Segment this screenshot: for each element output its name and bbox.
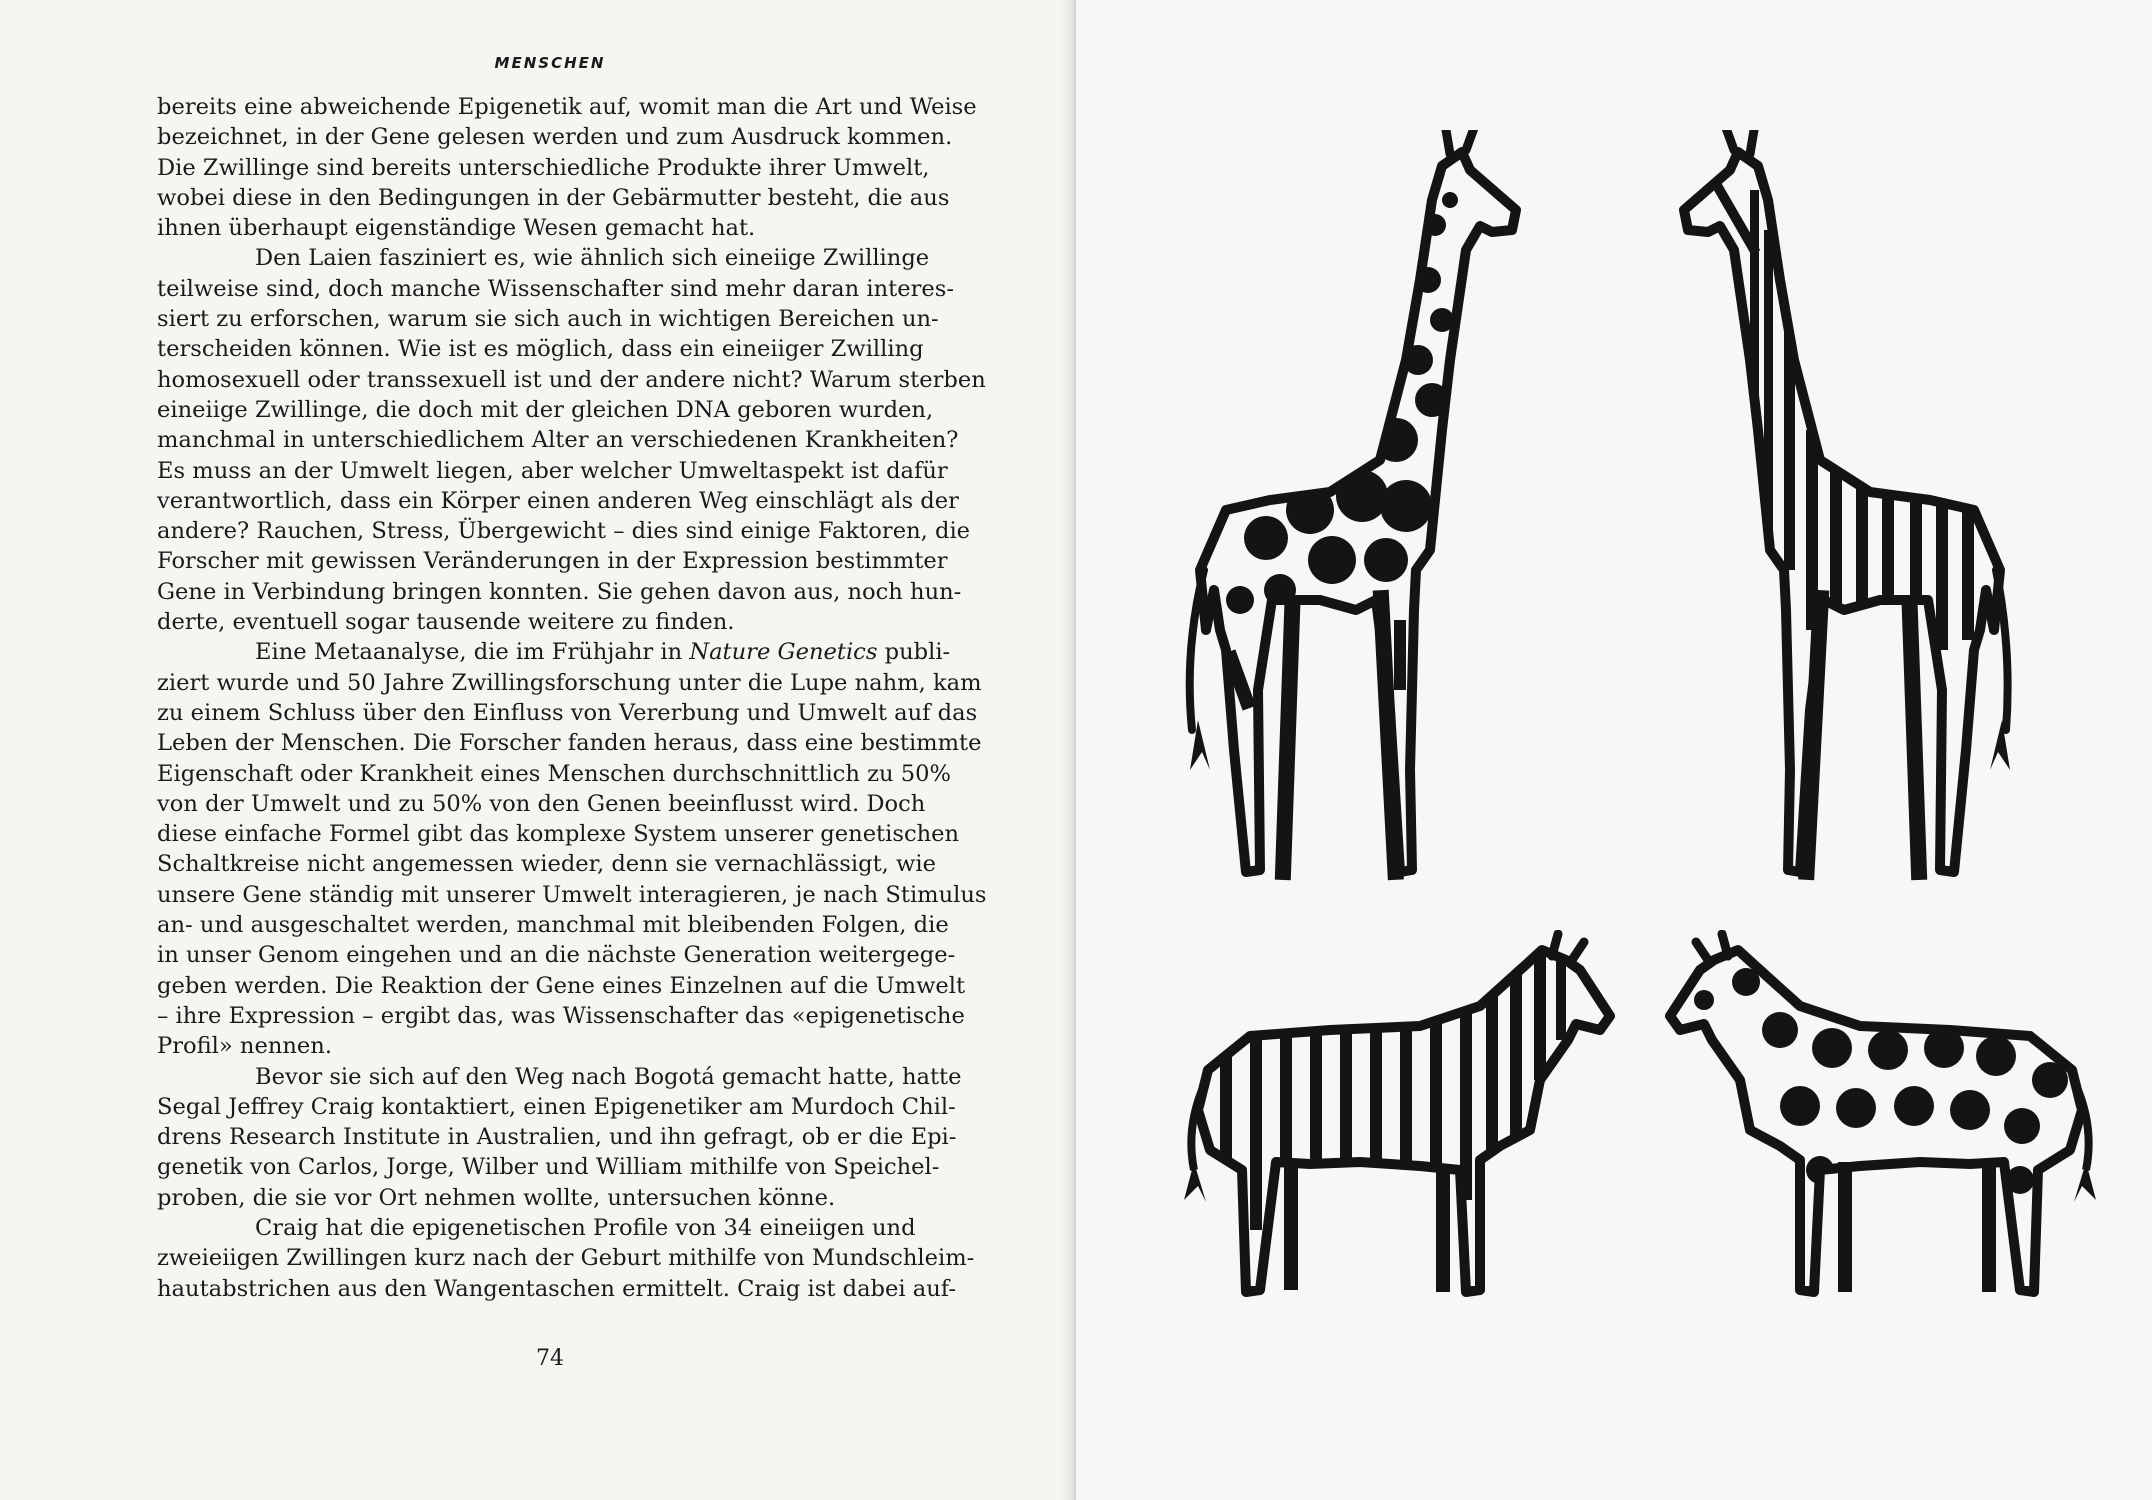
text-line: terscheiden können. Wie ist es möglich, dass ein eineiiger Zwilling [157,336,924,363]
illustration [1180,120,2110,1320]
text-line: zu einem Schluss über den Einfluss von Vererbung und Umwelt auf das [157,699,978,726]
text-line: Eine Metaanalyse, die im Frühjahr in Nature Genetics publi- [255,639,951,666]
text-line: Es muss an der Umwelt liegen, aber welcher Umweltaspekt ist dafür [157,457,948,484]
text-line: Bevor sie sich auf den Weg nach Bogotá gemacht hatte, hatte [255,1063,962,1090]
body-text [157,92,987,1304]
text-line: geben werden. Die Reaktion der Gene eines Einzelnen auf die Umwelt [157,972,966,999]
text-line: bereits eine abweichende Epigenetik auf, womit man die Art und Weise [157,94,977,120]
text-line: ihnen überhaupt eigenständige Wesen gemacht hat. [157,215,756,242]
text-line: von der Umwelt und zu 50% von den Genen beeinflusst wird. Doch [157,790,926,817]
giraffe-spotted-icon [1180,130,1540,900]
text-line: Profil» nennen. [157,1033,333,1060]
text-line: wobei diese in den Bedingungen in der Gebärmutter besteht, die aus [157,184,950,211]
zebra-spotted-icon [1660,930,2100,1310]
text-line: an- und ausgeschaltet werden, manchmal mit bleibenden Folgen, die [157,912,949,939]
text-line: eineiige Zwillinge, die doch mit der gleichen DNA geboren wurden, [157,396,934,423]
text-line: zweieiigen Zwillingen kurz nach der Geburt mithilfe von Mundschleim- [157,1245,975,1272]
text-line: Schaltkreise nicht angemessen wieder, denn sie vernachlässigt, wie [157,851,936,878]
running-head: MENSCHEN [494,54,606,72]
text-line: unsere Gene ständig mit unserer Umwelt interagieren, je nach Stimulus [157,881,987,908]
text-line: Segal Jeffrey Craig kontaktiert, einen Epigenetiker am Murdoch Chil- [157,1093,956,1120]
text-line: teilweise sind, doch manche Wissenschafter sind mehr daran interes- [157,275,954,302]
text-line: verantwortlich, dass ein Körper einen anderen Weg einschlägt als der [157,487,959,514]
text-line: Den Laien fasziniert es, wie ähnlich sich eineiige Zwillinge [255,245,930,272]
text-line: hautabstrichen aus den Wangentaschen ermittelt. Craig ist dabei auf- [157,1275,956,1302]
text-line: genetik von Carlos, Jorge, Wilber und William mithilfe von Speichel- [157,1154,940,1181]
text-line: drens Research Institute in Australien, und ihn gefragt, ob er die Epi- [157,1124,957,1151]
text-line: manchmal in unterschiedlichem Alter an verschiedenen Krankheiten? [157,427,959,454]
text-line: derte, eventuell sogar tausende weitere zu finden. [157,609,735,636]
text-line: – ihre Expression – ergibt das, was Wissenschafter das «epigenetische [157,1002,965,1029]
text-line: siert zu erforschen, warum sie sich auch in wichtigen Bereichen un- [157,306,939,333]
text-line: homosexuell oder transsexuell ist und der andere nicht? Warum sterben [157,366,986,393]
text-line: Forscher mit gewissen Veränderungen in der Expression bestimmter [157,548,948,575]
text-line: Gene in Verbindung bringen konnten. Sie gehen davon aus, noch hun- [157,578,962,605]
page-number: 74 [536,1346,564,1371]
text-line: Eigenschaft oder Krankheit eines Menschen durchschnittlich zu 50% [157,760,951,787]
giraffe-striped-icon [1660,130,2020,900]
text-line: proben, die sie vor Ort nehmen wollte, untersuchen könne. [157,1184,836,1211]
text-line: andere? Rauchen, Stress, Übergewicht – dies sind einige Faktoren, die [157,518,971,545]
text-line: Craig hat die epigenetischen Profile von 34 eineiigen und [255,1214,916,1241]
journal-title: Nature Genetics [689,639,878,666]
text-line: Leben der Menschen. Die Forscher fanden heraus, dass eine bestimmte [157,730,982,757]
text-line: ziert wurde und 50 Jahre Zwillingsforschung unter die Lupe nahm, kam [157,669,982,696]
text-line: diese einfache Formel gibt das komplexe System unserer genetischen [157,821,960,848]
left-page [0,0,1075,1500]
text-line: bezeichnet, in der Gene gelesen werden und zum Ausdruck kommen. [157,124,953,151]
text-line: Die Zwillinge sind bereits unterschiedliche Produkte ihrer Umwelt, [157,154,930,181]
zebra-striped-icon [1180,930,1620,1310]
text-line: in unser Genom eingehen und an die nächste Generation weitergege- [157,942,956,969]
